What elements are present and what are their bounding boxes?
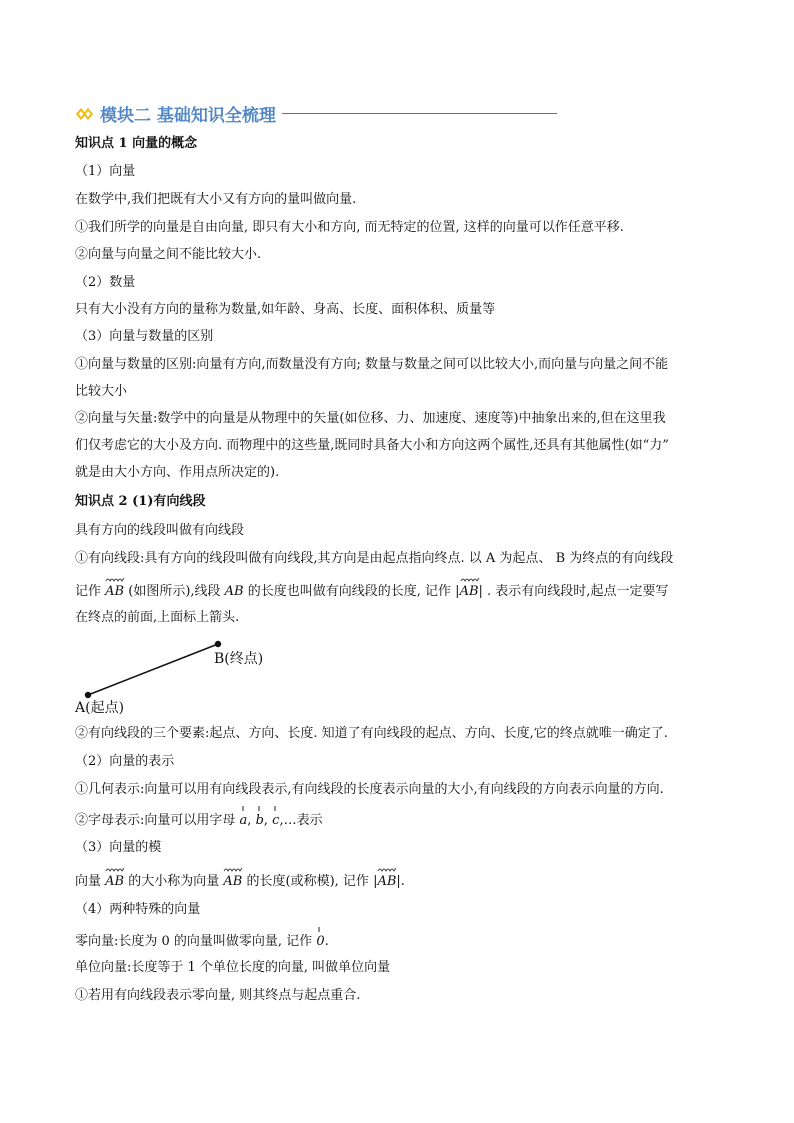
text-fragment: . [400,874,405,889]
vector-arrow-icon [105,867,125,872]
abs-bar: | [373,874,378,889]
text-fragment: 的长度也叫做有向线段的长度, 记作 [247,584,452,599]
heading-rule [282,113,557,114]
paragraph: ②向量与矢量:数学中的向量是从物理中的矢量(如位移、力、加速度、速度等)中抽象出来的,但在这里我 [75,411,666,426]
section-title: 模块二 基础知识全梳理 [100,105,276,126]
abs-bar: | [396,874,401,889]
vector-arrow-icon [105,577,125,582]
paragraph: 在数学中,我们把既有大小又有方向的量叫做向量. [75,192,357,207]
vector-label: AB [105,584,125,599]
diamond-bullet-icon [76,106,94,120]
directed-segment-diagram [70,635,300,715]
text-fragment: 的大小称为向量 [128,874,220,889]
paragraph-letter-notation: ②字母表示:向量可以用字母 a, b, c,…表示 [75,809,323,830]
subheading-vector: （1）向量 [75,164,136,179]
vector-ab-symbol [105,870,124,891]
text-fragment: 向量 [75,874,102,889]
paragraph: ①若用有向线段表示零向量, 则其终点与起点重合. [75,988,361,1003]
knowledge-point-2: 知识点 2 (1)有向线段 [75,494,206,509]
paragraph: ②有向线段的三个要素:起点、方向、长度. 知道了有向线段的起点、方向、长度,它的终点就唯一确定了. [75,726,668,741]
paragraph: ①有向线段:具有方向的线段叫做有向线段,其方向是由起点指向终点. 以 A 为起点、 B 为终点的有向线段 [75,551,674,566]
vector-ab-symbol [105,580,124,601]
vector-label: a [239,813,248,828]
vector-arrow-icon [377,867,397,872]
abs-bar: | [478,584,483,599]
vector-arrow-icon [240,806,246,811]
paragraph: 只有大小没有方向的量称为数量,如年龄、身高、长度、面积体积、质量等 [75,302,496,317]
paragraph: 们仅考虑它的大小及方向. 而物理中的这些量,既同时具备大小和方向这两个属性,还具有其他属性(如“力” [75,438,669,453]
text-fragment: . 表示有向线段时,起点一定要写 [487,584,669,599]
text-fragment: . [324,934,329,949]
vector-label: b [255,813,264,828]
subheading-difference: （3）向量与数量的区别 [75,329,214,344]
paragraph: 单位向量:长度等于 1 个单位长度的向量, 叫做单位向量 [75,960,391,975]
vector-arrow-icon [223,867,243,872]
vector-label: AB [459,584,479,599]
knowledge-point-1: 知识点 1 向量的概念 [75,136,198,151]
vector-label: c [272,813,280,828]
vector-label: AB [105,874,125,889]
paragraph-modulus [75,870,405,891]
text-fragment: 的长度(或称模), 记作 [246,874,369,889]
paragraph: 就是由大小方向、作用点所决定的). [75,465,280,480]
text-fragment: 记作 [75,584,102,599]
vector-arrow-icon [460,577,480,582]
paragraph-zero-vector [75,930,329,951]
vector-ab-symbol [377,870,396,891]
vector-label: AB [377,874,397,889]
paragraph: ①向量与数量的区别:向量有方向,而数量没有方向; 数量与数量之间可以比较大小,而向量与向量之间不能 [75,357,669,372]
text-fragment: ,…表示 [279,813,323,828]
end-point-label: B(终点) [214,651,264,667]
subheading-quantity: （2）数量 [75,275,136,290]
vector-arrow-icon [272,806,278,811]
section-heading [76,101,557,125]
vector-ab-symbol [460,580,479,601]
vector-c-symbol [272,809,279,830]
vector-arrow-icon [316,927,322,932]
subheading-modulus: （3）向量的模 [75,840,162,855]
text-fragment: ②字母表示:向量可以用字母 [75,813,236,828]
text-fragment: 零向量:长度为 0 的向量叫做零向量, 记作 [75,934,313,949]
paragraph: 具有方向的线段叫做有向线段 [75,523,245,538]
vector-label: 0 [316,934,325,949]
text-fragment: (如图所示),线段 [128,584,221,599]
vector-a-symbol [240,809,248,830]
vector-arrow-icon [256,806,262,811]
vector-ab-symbol [223,870,242,891]
paragraph: ①几何表示:向量可以用有向线段表示,有向线段的长度表示向量的大小,有向线段的方向表示向量的方向. [75,782,664,797]
vector-label: AB [223,874,243,889]
zero-vector-symbol [316,930,324,951]
paragraph: 比较大小 [75,384,128,399]
segment-label: AB [224,584,244,599]
vector-b-symbol [256,809,264,830]
paragraph: 在终点的前面,上面标上箭头. [75,610,240,625]
subheading-special-vectors: （4）两种特殊的向量 [75,902,201,917]
paragraph-denote [75,580,668,601]
abs-bar: | [455,584,460,599]
paragraph: ①我们所学的向量是自由向量, 即只有大小和方向, 而无特定的位置, 这样的向量可以作任意平移. [75,220,624,235]
paragraph: ②向量与向量之间不能比较大小. [75,247,262,262]
subheading-representation: （2）向量的表示 [75,754,175,769]
start-point-label: A(起点) [75,700,125,716]
